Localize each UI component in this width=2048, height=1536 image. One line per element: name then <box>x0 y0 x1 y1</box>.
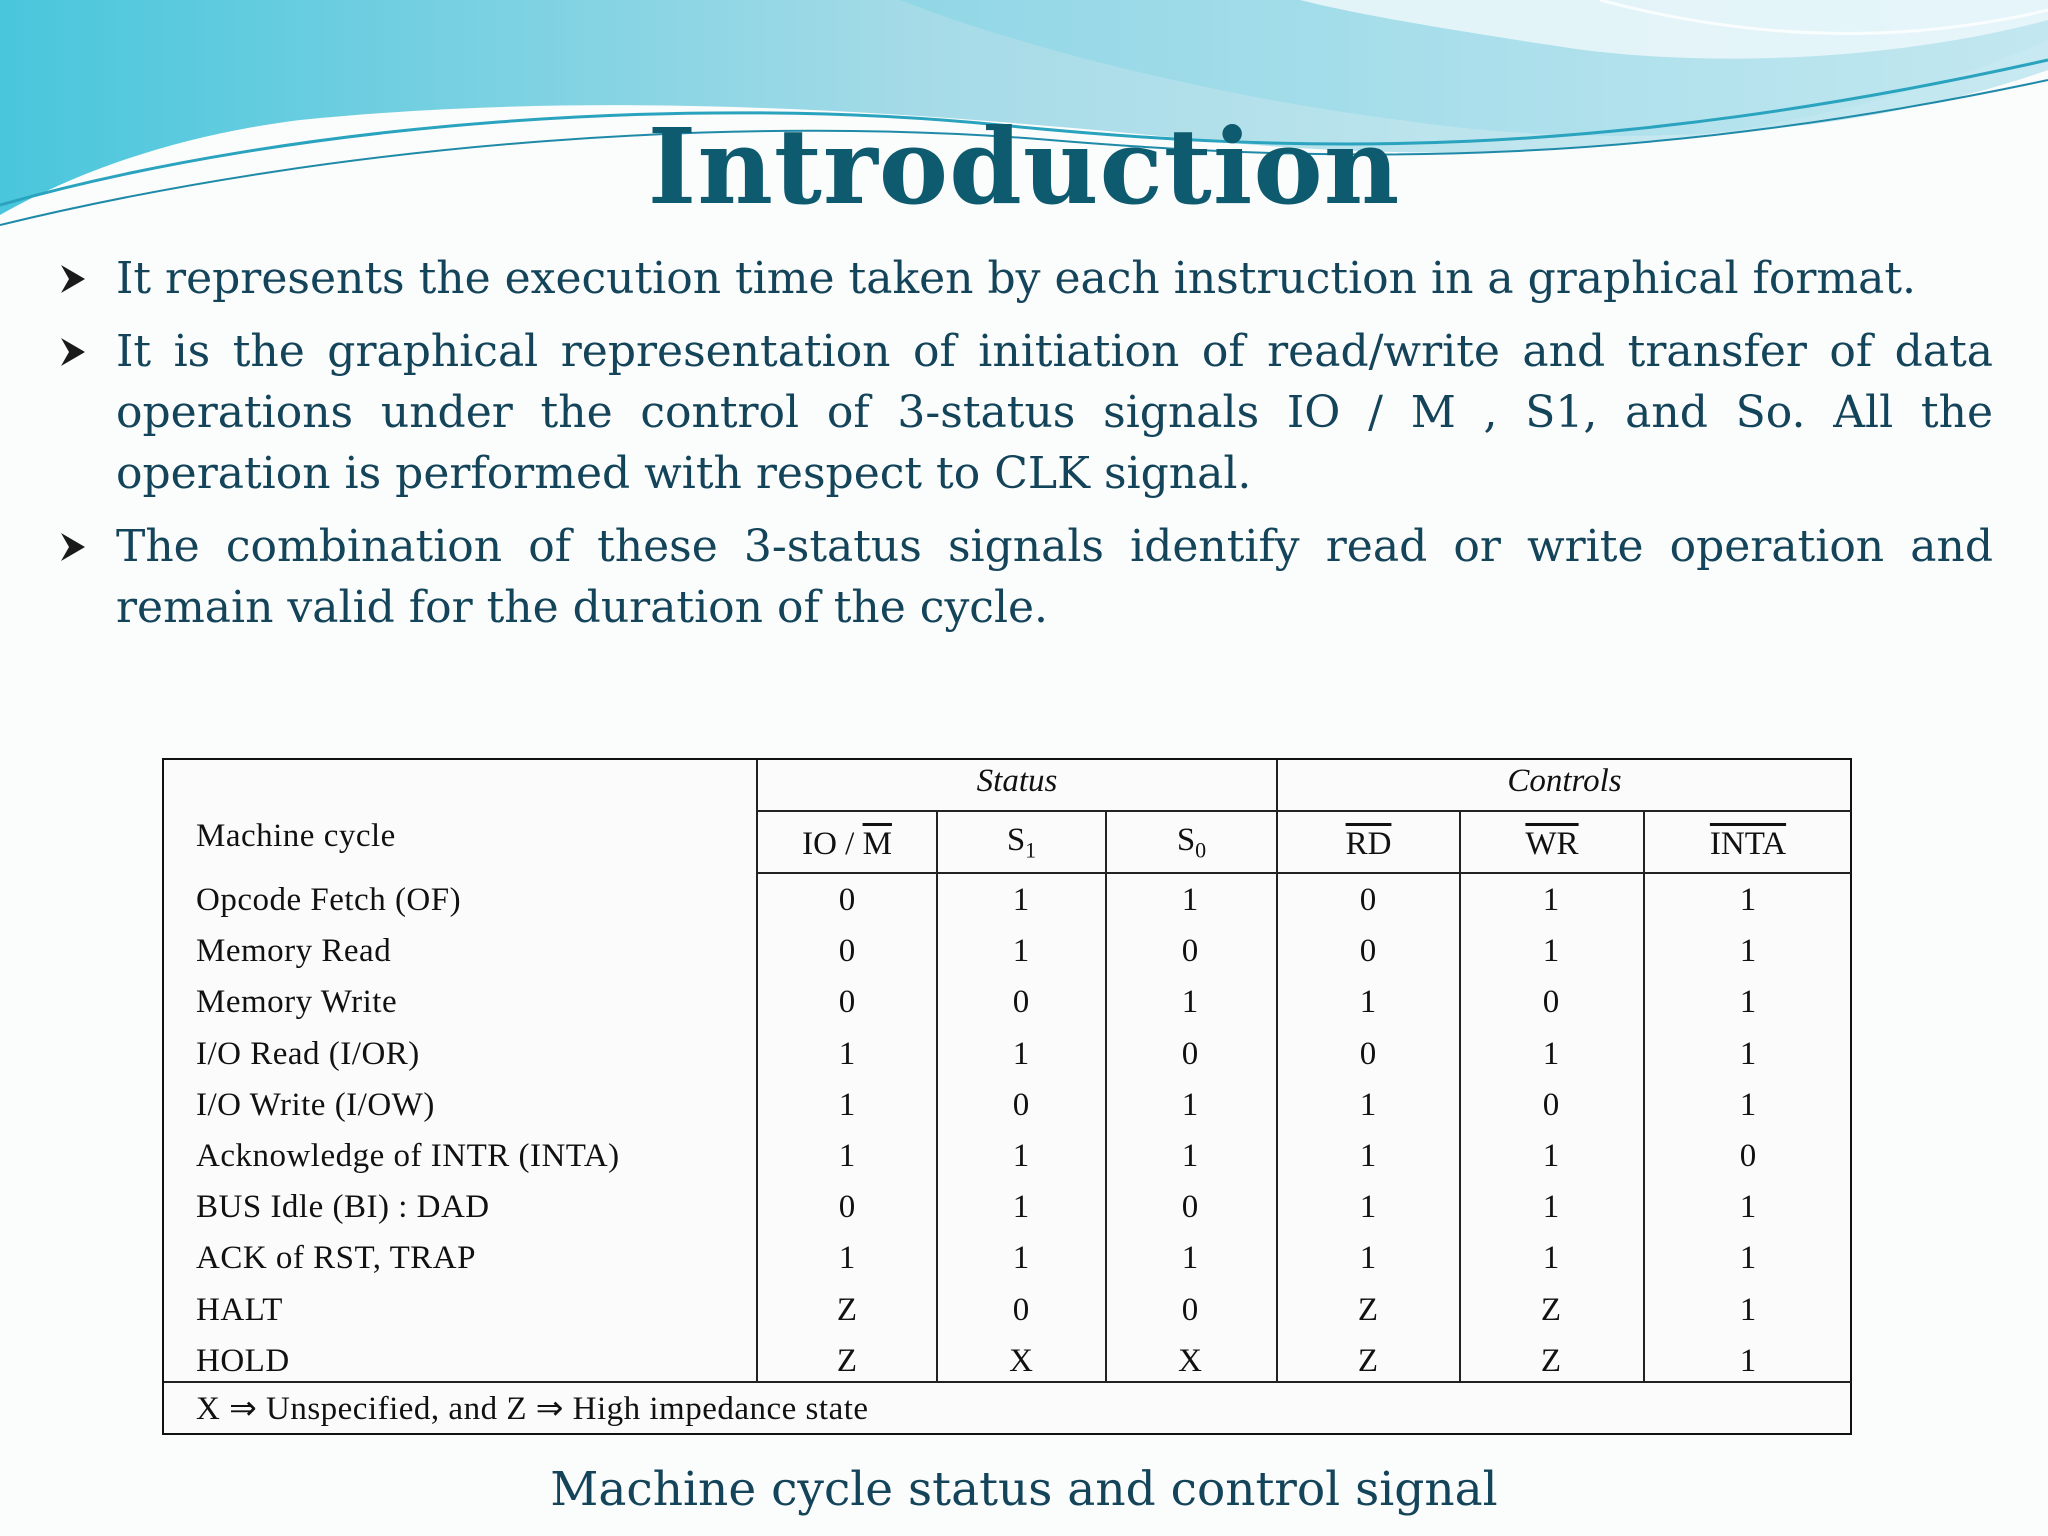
table-cell: 1 <box>1739 1240 1757 1277</box>
table-cell: Z <box>1357 1291 1379 1328</box>
table-cell: X <box>1009 1342 1033 1379</box>
table-cell: 1 <box>1542 1189 1560 1226</box>
machine-cycle-header: Machine cycle <box>196 818 396 854</box>
machine-cycle-table <box>162 758 1852 1435</box>
table-cell: Z <box>836 1342 858 1379</box>
table-cell: 0 <box>1181 1189 1199 1226</box>
bullet-text: It represents the execution time taken by each instruction in a graphical format. <box>116 253 1916 304</box>
table-cell: 1 <box>838 1138 856 1174</box>
table-cell: 0 <box>1012 1291 1030 1328</box>
table-row-label: HALT <box>196 1291 283 1328</box>
col-header-s1-base: S <box>1006 822 1026 858</box>
table-cell: 1 <box>1542 882 1560 918</box>
table-cell: X <box>1178 1342 1202 1379</box>
table-row-label: HOLD <box>196 1342 290 1379</box>
arrowhead-bullet-icon <box>58 516 116 568</box>
table-cell: 1 <box>1012 1138 1030 1174</box>
table-cell: Z <box>836 1291 858 1328</box>
col-header-io-m <box>758 826 936 863</box>
col-header-s1 <box>938 822 1105 864</box>
table-cell: 1 <box>838 1086 856 1123</box>
table-cell: 1 <box>1359 1086 1377 1123</box>
table-row-label: I/O Read (I/OR) <box>196 1035 420 1072</box>
bullet-item <box>58 248 1993 309</box>
table-cell: 1 <box>1739 1035 1757 1072</box>
table-cell: 1 <box>1012 1035 1030 1072</box>
arrowhead-bullet-icon <box>58 321 116 373</box>
arrowhead-bullet-icon <box>58 248 116 300</box>
table-cell: 0 <box>1012 1086 1030 1123</box>
table-cell: 0 <box>838 1189 856 1226</box>
bullet-text: The combination of these 3-status signals identify read or write operation and remain valid for the duration of the cycle. <box>116 521 1993 633</box>
table-cell: 1 <box>838 1240 856 1277</box>
table-cell: 1 <box>1739 1086 1757 1123</box>
table-cell: 1 <box>1739 1342 1757 1379</box>
table-cell: 1 <box>1181 1086 1199 1123</box>
table-row-label: ACK of RST, TRAP <box>196 1240 476 1277</box>
status-group-header: Status <box>976 763 1058 799</box>
table-cell: 1 <box>1012 1189 1030 1226</box>
table-cell: 1 <box>1739 1189 1757 1226</box>
table-cell: 1 <box>1739 882 1757 918</box>
table-cell: 0 <box>1359 882 1377 918</box>
table-cell: Z <box>1540 1342 1562 1379</box>
table-cell: 0 <box>838 984 856 1021</box>
table-footnote: X ⇒ Unspecified, and Z ⇒ High impedance state <box>196 1391 869 1427</box>
table-cell: 1 <box>1542 1138 1560 1174</box>
bullet-text: It is the graphical representation of initiation of read/write and transfer of data operations under the control of 3-status signals IO / M , S1, and So. All the operation is performed with respect to CLK signal. <box>116 326 1993 499</box>
table-cell: Z <box>1540 1291 1562 1328</box>
col-header-wr: $\overline{WR}$ <box>1525 826 1579 862</box>
table-row-label: Memory Read <box>196 933 392 970</box>
col-header-s0-base: S <box>1176 822 1196 858</box>
table-cell: 0 <box>1359 1035 1377 1072</box>
table-cell: 1 <box>1012 933 1030 970</box>
table-cell: 1 <box>1359 1189 1377 1226</box>
table-cell: 1 <box>1739 984 1757 1021</box>
col-header-s1-sub: 1 <box>1025 837 1037 863</box>
table-cell: 1 <box>1012 882 1030 918</box>
table-row-label: Opcode Fetch (OF) <box>196 882 462 918</box>
table-cell: 0 <box>838 882 856 918</box>
bullet-item <box>58 516 1993 638</box>
col-header-inta: INTA <box>1709 826 1787 862</box>
table-cell: 1 <box>838 1035 856 1072</box>
table-cell: 1 <box>1739 1291 1757 1328</box>
table-cell: 0 <box>1181 1291 1199 1328</box>
table-row-label: Memory Write <box>196 984 398 1021</box>
table-cell: 1 <box>1739 933 1757 970</box>
slide-title: Introduction <box>647 105 1401 228</box>
table-row-label: Acknowledge of INTR (INTA) <box>196 1138 620 1174</box>
table-cell: 0 <box>1359 933 1377 970</box>
table-cell: 1 <box>1359 1138 1377 1174</box>
table-cell: 0 <box>1181 1035 1199 1072</box>
table-cell: 1 <box>1359 984 1377 1021</box>
table-cell: 1 <box>1181 882 1199 918</box>
controls-group-header: Controls <box>1507 763 1622 799</box>
col-header-rd: $\overline{RD}$ <box>1345 826 1392 862</box>
col-header-s0 <box>1107 822 1276 864</box>
table-cell: 0 <box>838 933 856 970</box>
table-cell: 1 <box>1181 1138 1199 1174</box>
table-caption: Machine cycle status and control signal <box>550 1462 1498 1517</box>
table-cell: 1 <box>1542 1035 1560 1072</box>
table-cell: 1 <box>1359 1240 1377 1277</box>
col-header-m-overbar: $\overline{M}$ <box>862 826 892 862</box>
table-cell: 0 <box>1739 1138 1757 1174</box>
bullet-list <box>58 248 1993 650</box>
table-cell: 0 <box>1181 933 1199 970</box>
col-header-s0-sub: 0 <box>1195 837 1207 863</box>
table-row-label: BUS Idle (BI) : DAD <box>196 1189 490 1226</box>
table-cell: 0 <box>1542 1086 1560 1123</box>
bullet-item <box>58 321 1993 504</box>
table-cell: Z <box>1357 1342 1379 1379</box>
table-row-label: I/O Write (I/OW) <box>196 1086 435 1123</box>
table-cell: 1 <box>1181 984 1199 1021</box>
col-header-io-text: IO / <box>802 826 863 862</box>
table-cell: 1 <box>1012 1240 1030 1277</box>
table-cell: 1 <box>1542 1240 1560 1277</box>
table-cell: 0 <box>1542 984 1560 1021</box>
table-cell: 0 <box>1012 984 1030 1021</box>
table-cell: 1 <box>1181 1240 1199 1277</box>
table-cell: 1 <box>1542 933 1560 970</box>
